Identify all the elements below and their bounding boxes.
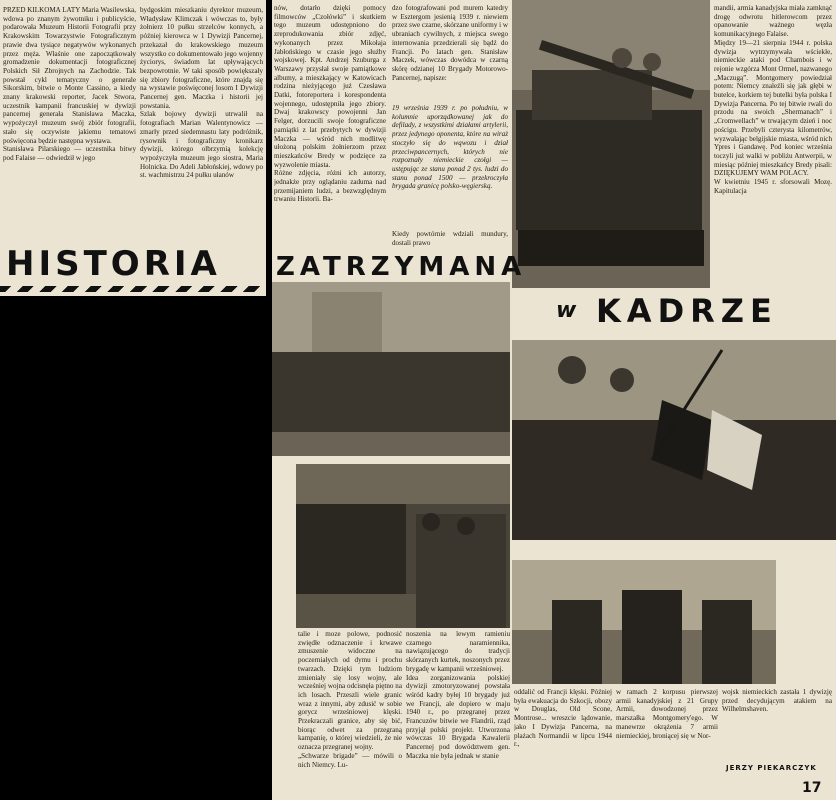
text-column-2: bydgoskim mieszkaniu dyrektor muzeum, Władysław Klimczak i wówczas to, były żołnierz 10 pułku strzelców konnych, a później kierowca w 1 Dywizji Pancernej, przekazał do krakowskiego muzeum wszystko co dokumentowało jego wojenny życiorys, świadom lat upływających bezpowrotnie. W taki sposób powiększały się zbiory fotograficzne, które znajdą się na wystawie poświęconej losom I Dywizji Pancernej gen. Maczka i historii jej powstania. Szlak bojowy dywizji utrwalił na fotografiach Marian Walentynowicz — zmarły przed siedemnastu laty podróżnik, rysownik i fotograficzny kronikarz dywizji, którego olbrzymią kolekcję wypożyczyła muzeum jego siostra, Maria Holnicka. Do Adeli Jabłońskiej, wdowy po st. wachmistrzu 24 pułku ułanów	[140, 6, 263, 180]
quote-maczek: 19 września 1939 r. po południu, w kolumnie uporządkowanej jak do defilady, z wszystkimi działami artylerii, przez jedynego oponenta, które na wiraż stoczyło się do wąwozu i dział przeciwpancernych, których nie rozpoznały niemieckie czołgi — ustępując ze stanu ponad 2 tys. ludzi do stanu ponad 1500 — przekroczyła brygada granicę polsko-węgierską.	[392, 104, 508, 191]
text-column-8: oddalić od Francji klęski. Później była ewakuacja do Szkocji, obozy w Douglas, Old Scone, Montrose... wreszcie lądowanie, jako I Dywizja Pancerna, na plażach Normandii w lipcu 1944 r.,	[514, 688, 612, 749]
text-column-9: w ramach 2 korpusu pierwszej armii kanadyjskiej z 21 Grupy Armii, dowodzonej przez marszałka Montgomery'ego. W manewrze okrążenia 7 armii niemieckiej, broniącej się w Nor-	[616, 688, 718, 740]
author-byline: JERZY PIEKARCZYK	[726, 764, 817, 772]
photo-officers	[512, 560, 776, 684]
headline-historia: HISTORIA	[6, 244, 221, 284]
photo-flag-ceremony	[512, 340, 836, 540]
headline-w: w	[556, 298, 577, 323]
text-column-7: noszenia na lewym ramieniu czarnego naramiennika, nawiązującego do tradycji skórzanych kurtek, noszonych przez brygadę w kampanii wrześniowej. Idea zorganizowania polskiej dywizji zmotoryzowanej powstała wśród kadry byłej 10 brygady już we Francji, ale dopiero w maju 1940 r., po przegranej przez Francuzów bitwie we Flandrii, rząd przyjął polski projekt. Utworzona wówczas 10 Brygada Kawalerii Pancernej pod dowództwem gen. Maczka nie była jednak w stanie	[406, 630, 510, 760]
text-column-4-tail: Kiedy powtórnie wdziali mundury, dostali prawo	[392, 230, 508, 247]
text-column-3: nów, dotarło dzięki pomocy filmowców „Czołówki” i skutkiem tego muzeum udostępniono do zreprodukowania zbiór zdjęć, wykonanych przez Mikołaja Jabłońskiego w czasie jego służby wojskowej. Kpt. Andrzej Szuburga z Warszawy przysłał swoje pamiątkowe albumy, a mieszkający w Katowicach rodzina nieżyjącego już Czesława Datki, fotoreportera i korespondenta wojennego, udostępniła jego zbiory. Dwaj krakowscy powojenni Jan Felger, dorzucili swoje fotograficzne pamiątki z lat przebytych w dywizji Maczka — wśród nich modlitwę ułożoną polskim żołnierzom przez mieszkańców Bredy w podzięce za wyzwolenie miasta. Różne zdjęcia, różni ich autorzy, jednakże przy oglądaniu zaduma nad przemijaniem ludzi, a bezwzględnym trwaniu Historii. Ba-	[274, 4, 386, 204]
text-column-10: wojsk niemieckich zastała 1 dywizję przed decydującym atakiem na Wilhelmshaven.	[722, 688, 832, 714]
text-column-6: talie i moze polowe, podnosić zwiędłe odznaczenie i krwawe zmuszenie widoczne na poczerniałych od dymu i prochu twarzach. Dzięki tym ludziom zmieniały się losy wojny, ale wcześniej wojna odcisnęła piętno na ich losach. Przeszli wiele granic wraz z innymi, aby zdusić w sobie gorycz wrześniowej klęski. Przekraczali granice, aby się bić, biorąc odwet za przegraną kampanię, o której wiedzieli, że nie oznacza przegranej wojny. „Schwarze brigade” — mówili o nich Niemcy. Lu-	[298, 630, 402, 769]
text-column-4: dzo fotografowani pod murem katedry w Esztergom jesienią 1939 r. niewiem przez swe czarne, skórzane uniformy i w ubraniach cywilnych, z miejsca swego internowania przedzierali się bądź do Francji. Po latach gen. Stanisław Maczek, wówczas dowódca w czarną skórę odzianej 10 Brygady Motorowo-Pancernej, napisze:	[392, 4, 508, 82]
left-page	[0, 0, 266, 296]
text-column-1: PRZED KILKOMA LATY Maria Wasilewska, wdowa po znanym żywotniku i publicyście, podarowała Muzeum Historii Fotografii przy Krakowskim Towarzystwie Fotograficznym prawie dwa tysiące negatywów wykonanych przez męża. Właśnie one zapoczątkowały gromadzenie dokumentacji fotograficznej Polskich Sił Zbrojnych na Zachodzie. Tak powstał cykl tematyczny o generale Sikorskim, bitwie o Monte Cassino, a kiedy znany krakowski reporter, Jacek Stwora, uczestnik kampanii francuskiej w dywizji pancernej generała Stanisława Maczka, wypożyczył muzeum swój zbiór fotografii, stało się oczywiste jakiemu tematowi poświęcona będzie następna wystawa. Stanisława Pilarskiego — uczestnika bitwy pod Falaise — odwiedził w jego	[3, 6, 136, 162]
headline-kadrze: KADRZE	[596, 292, 778, 330]
page-number: 17	[802, 780, 822, 796]
headline-stripes	[0, 286, 266, 292]
photo-tank	[512, 0, 710, 288]
photo-vehicles-soldiers	[296, 464, 510, 628]
text-column-5: mandii, armia kanadyjska miała zamknąć drogę odwrotu hitlerowcom przez opanowanie ważnego węzła komunikacyjnego Falaise. Między 19—21 sierpnia 1944 r. polska dywizja wytrzymywała wściekłe, niemieckie ataki pod Chambois i w rejonie wzgórza Mont Ormel, nazwanego „Maczugą”. Montgomery powiedział potem: Niemcy znaleźli się jak głębi w butelce, korkiem tej butelki była polska I Dywizja Pancerna. Po tej bitwie rwali do przodu na swoich „Shermanach” i „Cromwellach” w trwającym dzień i noc pościgu. Przebyli czterysta kilometrów, wyzwalając belgijskie miasta, wśród nich Ypres i Gandawę. Pod koniec września toczyli już walki w pobliżu Antwerpii, w miesiąc później mieszkańcy Bredy pisali: DZIĘKUJEMY WAM POLACY. W kwietniu 1945 r. sforsowali Mozę. Kapitulacja	[714, 4, 832, 195]
photo-church-group	[272, 282, 510, 456]
headline-zatrzymana: ZATRZYMANA	[276, 252, 527, 282]
